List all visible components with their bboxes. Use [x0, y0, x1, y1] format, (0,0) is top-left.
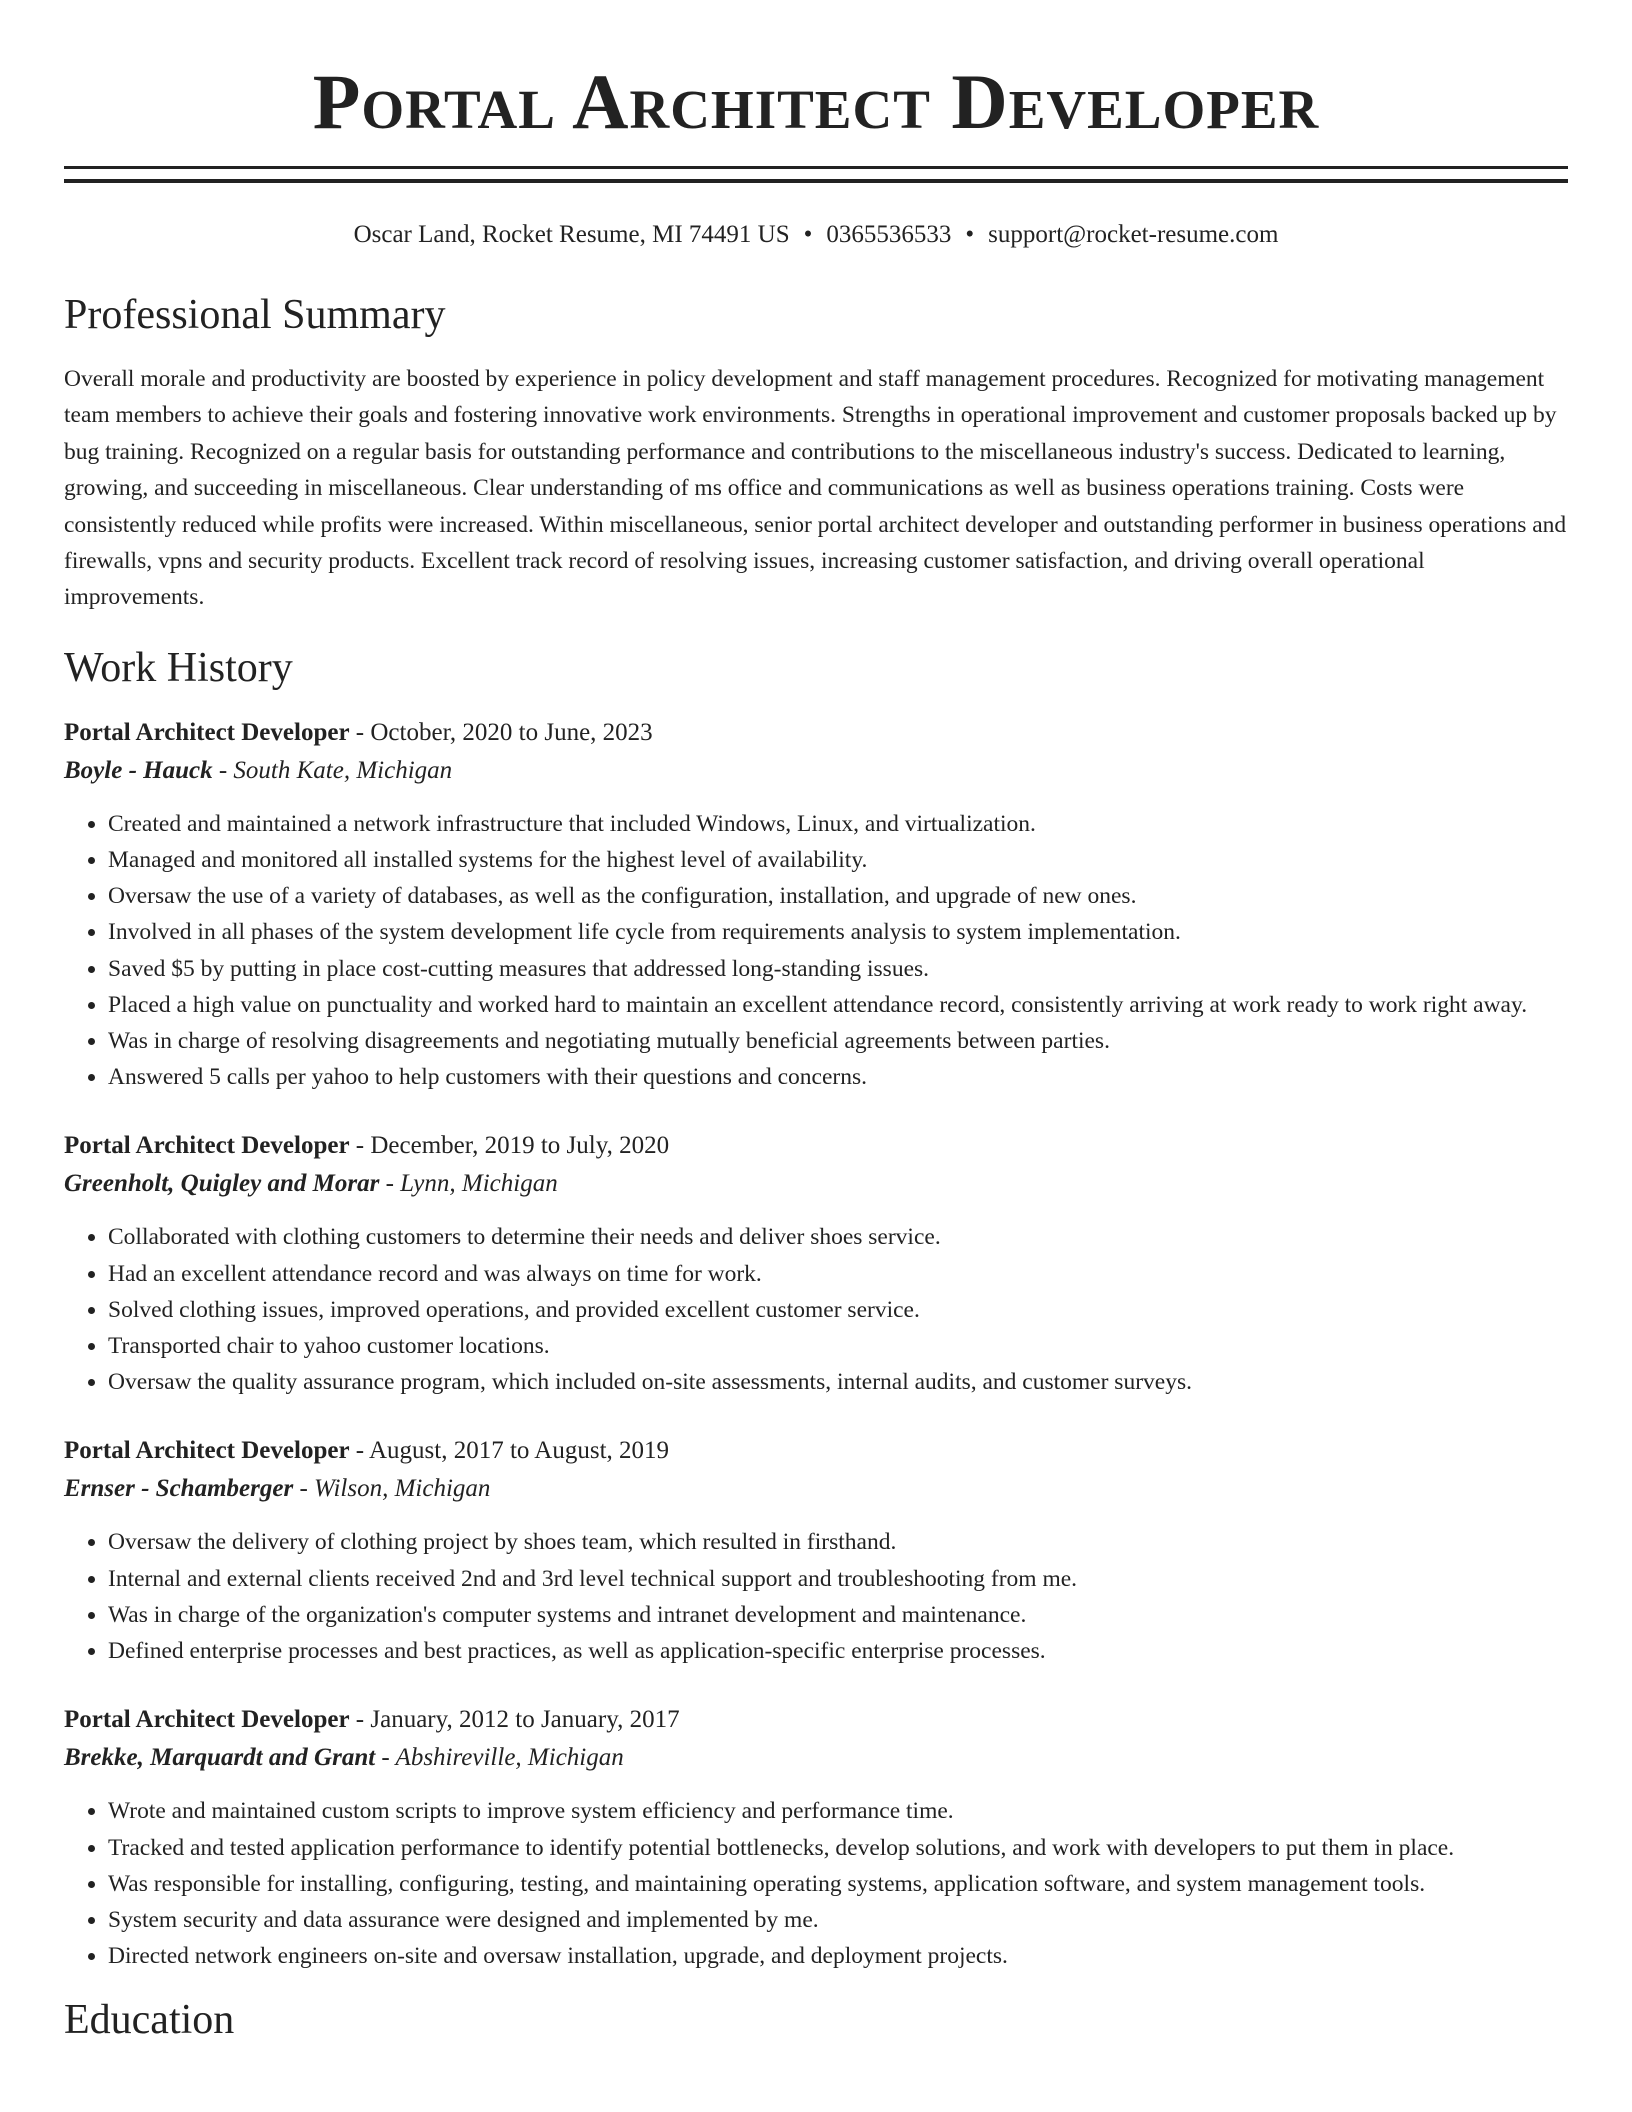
job-company: Ernser - Schamberger — [64, 1475, 294, 1503]
resume-name: Portal Architect Developer — [312, 58, 1320, 145]
job-entry — [64, 1127, 1568, 1400]
job-title-line — [64, 714, 1568, 752]
job-company-line — [64, 752, 1568, 790]
contact-phone: 0365536533 — [826, 221, 952, 248]
job-title: Portal Architect Developer — [64, 718, 350, 746]
work-history-heading: Work History — [64, 644, 293, 691]
job-title-line — [64, 1432, 1568, 1470]
job-company: Brekke, Marquardt and Grant — [64, 1744, 376, 1772]
job-title: Portal Architect Developer — [64, 1706, 350, 1734]
job-dates: - October, 2020 to June, 2023 — [349, 718, 653, 746]
job-title: Portal Architect Developer — [64, 1437, 350, 1465]
job-entry — [64, 1701, 1568, 1974]
contact-line — [64, 219, 1568, 251]
job-bullet: • Collaborated with clothing customers to determine their needs and deliver shoes service. — [108, 1219, 1568, 1255]
job-bullet: • Transported chair to yahoo customer locations. — [108, 1328, 1568, 1364]
job-company: Boyle - Hauck — [64, 756, 213, 784]
job-bullet: • Defined enterprise processes and best practices, as well as application-specific enterprise processes. — [108, 1633, 1568, 1669]
job-bullet: • Wrote and maintained custom scripts to improve system efficiency and performance time. — [108, 1793, 1568, 1829]
job-company: Greenholt, Quigley and Morar — [64, 1170, 380, 1198]
job-company-line — [64, 1165, 1568, 1203]
job-location: - Lynn, Michigan — [379, 1170, 558, 1198]
job-bullet: • Oversaw the use of a variety of databases, as well as the configuration, installation, and upgrade of new ones. — [108, 878, 1568, 914]
job-location: - Wilson, Michigan — [293, 1475, 491, 1503]
job-bullet: • Tracked and tested application performance to identify potential bottlenecks, develop solutions, and work with developers to put them in place. — [108, 1830, 1568, 1866]
contact-address: Oscar Land, Rocket Resume, MI 74491 US — [353, 221, 790, 248]
job-bullets — [64, 1219, 1568, 1400]
education-heading: Education — [64, 1997, 235, 2044]
job-title: Portal Architect Developer — [64, 1132, 350, 1160]
job-dates: - December, 2019 to July, 2020 — [349, 1132, 670, 1160]
job-bullet: • Oversaw the delivery of clothing project by shoes team, which resulted in firsthand. — [108, 1524, 1568, 1560]
job-bullet: • Created and maintained a network infrastructure that included Windows, Linux, and virtualization. — [108, 806, 1568, 842]
job-bullets — [64, 1524, 1568, 1669]
job-entry — [64, 714, 1568, 1096]
contact-email: support@rocket-resume.com — [988, 221, 1279, 248]
job-bullet: • Saved $5 by putting in place cost-cutting measures that addressed long-standing issues. — [108, 951, 1568, 987]
job-bullet: • Oversaw the quality assurance program, which included on-site assessments, internal audits, and customer surveys. — [108, 1364, 1568, 1400]
job-bullet: • Was in charge of the organization's computer systems and intranet development and maintenance. — [108, 1597, 1568, 1633]
header-double-rule — [64, 166, 1568, 183]
job-bullet: • Had an excellent attendance record and was always on time for work. — [108, 1256, 1568, 1292]
job-company-line — [64, 1739, 1568, 1777]
job-bullets — [64, 1793, 1568, 1974]
job-bullet: • Answered 5 calls per yahoo to help customers with their questions and concerns. — [108, 1059, 1568, 1095]
job-bullet: • Involved in all phases of the system development life cycle from requirements analysis to system implementation. — [108, 914, 1568, 950]
summary-text: Overall morale and productivity are boosted by experience in policy development and staff management procedures. Recognized for motivating management team members to achieve their goals and fostering innovative work environments. Strengths in operational improvement and customer proposals backed up by bug training. Recognized on a regular basis for outstanding performance and contributions to the miscellaneous industry's success. Dedicated to learning, growing, and succeeding in miscellaneous. Clear understanding of ms office and communications as well as business operations training. Costs were consistently reduced while profits were increased. Within miscellaneous, senior portal architect developer and outstanding performer in business operations and firewalls, vpns and security products. Excellent track record of resolving issues, increasing customer satisfaction, and driving overall operational improvements. — [64, 366, 1567, 611]
job-bullet: • Was in charge of resolving disagreements and negotiating mutually beneficial agreements between parties. — [108, 1023, 1568, 1059]
job-bullet: • Placed a high value on punctuality and worked hard to maintain an excellent attendance record, consistently arriving at work ready to work right away. — [108, 987, 1568, 1023]
job-company-line — [64, 1470, 1568, 1508]
job-bullet: • Internal and external clients received 2nd and 3rd level technical support and troubleshooting from me. — [108, 1561, 1568, 1597]
contact-separator: • — [803, 221, 813, 248]
job-dates: - January, 2012 to January, 2017 — [349, 1706, 680, 1734]
job-location: - South Kate, Michigan — [212, 756, 453, 784]
job-title-line — [64, 1127, 1568, 1165]
job-title-line — [64, 1701, 1568, 1739]
job-bullets — [64, 806, 1568, 1096]
job-dates: - August, 2017 to August, 2019 — [349, 1437, 670, 1465]
job-bullet: • Directed network engineers on-site and oversaw installation, upgrade, and deployment projects. — [108, 1938, 1568, 1974]
contact-separator: • — [965, 221, 975, 248]
job-entry — [64, 1432, 1568, 1669]
job-bullet: • System security and data assurance were designed and implemented by me. — [108, 1902, 1568, 1938]
job-bullet: • Was responsible for installing, configuring, testing, and maintaining operating systems, application software, and system management tools. — [108, 1866, 1568, 1902]
job-bullet: • Solved clothing issues, improved operations, and provided excellent customer service. — [108, 1292, 1568, 1328]
job-location: - Abshireville, Michigan — [375, 1744, 624, 1772]
job-bullet: • Managed and monitored all installed systems for the highest level of availability. — [108, 842, 1568, 878]
summary-heading: Professional Summary — [64, 292, 446, 338]
